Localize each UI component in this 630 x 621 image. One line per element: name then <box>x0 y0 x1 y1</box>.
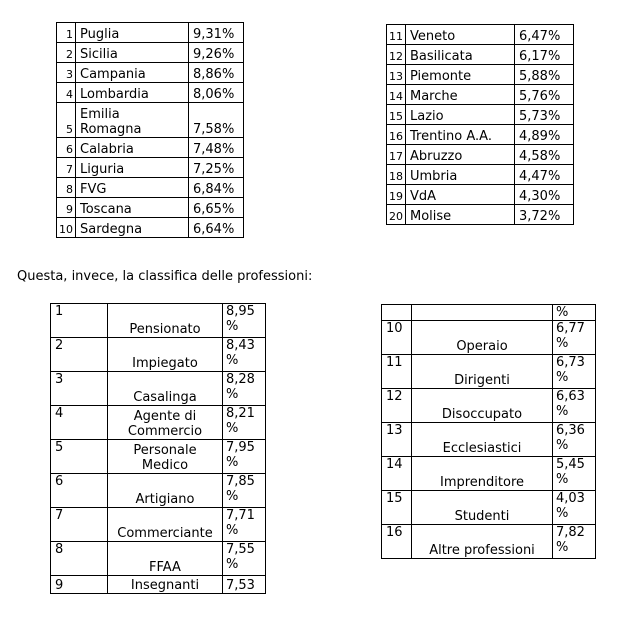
rank-cell: 4 <box>51 406 108 440</box>
table-row <box>382 321 596 355</box>
value-cell <box>223 474 266 508</box>
value-cell <box>223 508 266 542</box>
table-row <box>57 198 244 218</box>
profession-name-line: Agente di <box>133 409 197 424</box>
region-name-cell: Liguria <box>76 158 189 178</box>
value-unit: % <box>226 489 239 504</box>
profession-name-cell: Artigiano <box>108 474 223 508</box>
rank-cell: 19 <box>387 185 406 205</box>
rank-cell: 2 <box>51 338 108 372</box>
region-name-cell: Marche <box>406 85 515 105</box>
profession-name-cell: Casalinga <box>108 372 223 406</box>
rank-cell: 5 <box>57 103 76 138</box>
profession-name-line: Commercio <box>127 424 203 439</box>
profession-name-cell: Ecclesiastici <box>412 423 553 457</box>
region-name-cell: Umbria <box>406 165 515 185</box>
regions-table-left <box>56 22 244 238</box>
region-name-cell: Calabria <box>76 138 189 158</box>
value-cell <box>223 440 266 474</box>
value-unit: % <box>556 370 569 385</box>
table-row <box>51 440 266 474</box>
table-row <box>382 491 596 525</box>
rank-cell: 3 <box>51 372 108 406</box>
professions-table-right <box>381 304 596 559</box>
value-cell <box>553 491 596 525</box>
region-name-line: Emilia <box>80 107 120 122</box>
value-cell <box>553 355 596 389</box>
rank-cell: 15 <box>387 105 406 125</box>
intro-paragraph: Questa, invece, la classifica delle professioni: <box>17 269 313 284</box>
table-row <box>57 63 244 83</box>
percentage-cell: 6,84% <box>189 178 244 198</box>
value-number: 4,03 <box>556 491 585 506</box>
table-row <box>57 158 244 178</box>
rank-cell: 6 <box>51 474 108 508</box>
professions-table-left <box>50 303 266 594</box>
rank-cell: 13 <box>387 65 406 85</box>
rank-cell: 12 <box>382 389 412 423</box>
table-row <box>57 43 244 63</box>
table-row <box>57 23 244 43</box>
percentage-cell: 5,88% <box>515 65 574 85</box>
table-row <box>51 576 266 594</box>
profession-name-cell: Commerciante <box>108 508 223 542</box>
region-name-cell: Lombardia <box>76 83 189 103</box>
table-row <box>57 218 244 238</box>
rank-cell: 18 <box>387 165 406 185</box>
value-cell <box>223 372 266 406</box>
percentage-cell: 5,73% <box>515 105 574 125</box>
percentage-cell: 4,89% <box>515 125 574 145</box>
rank-cell: 6 <box>57 138 76 158</box>
profession-name-cell: Dirigenti <box>412 355 553 389</box>
value-number: 5,45 <box>556 457 585 472</box>
table-row <box>387 85 574 105</box>
rank-cell: 3 <box>57 63 76 83</box>
percentage-cell: 6,47% <box>515 25 574 45</box>
rank-cell: 8 <box>51 542 108 576</box>
region-name-cell: Basilicata <box>406 45 515 65</box>
percentage-cell: 9,26% <box>189 43 244 63</box>
rank-cell: 14 <box>382 457 412 491</box>
table-row <box>387 45 574 65</box>
value-cell <box>223 304 266 338</box>
profession-name-cell: Imprenditore <box>412 457 553 491</box>
value-unit: % <box>556 540 569 555</box>
table-row <box>51 304 266 338</box>
value-number: 6,36 <box>556 423 585 438</box>
table-row <box>382 457 596 491</box>
value-cell <box>553 321 596 355</box>
region-name-cell <box>76 103 189 138</box>
profession-name-cell: FFAA <box>108 542 223 576</box>
value-number: 8,28 <box>226 372 255 387</box>
profession-name-cell: Insegnanti <box>108 576 223 594</box>
table-row <box>382 423 596 457</box>
region-name-cell: Campania <box>76 63 189 83</box>
region-name-cell: Toscana <box>76 198 189 218</box>
table-header-row <box>382 305 596 321</box>
table-row <box>387 145 574 165</box>
value-number: 7,95 <box>226 440 255 455</box>
rank-cell: 17 <box>387 145 406 165</box>
profession-name-cell: Pensionato <box>108 304 223 338</box>
value-unit: % <box>226 455 239 470</box>
table-row <box>57 83 244 103</box>
value-unit: % <box>226 557 239 572</box>
table-row <box>387 205 574 225</box>
header-value-cell: % <box>553 305 596 321</box>
value-unit: % <box>556 472 569 487</box>
rank-cell: 16 <box>382 525 412 559</box>
percentage-cell: 7,58% <box>189 103 244 138</box>
table-row <box>51 338 266 372</box>
table-row <box>387 25 574 45</box>
percentage-cell: 4,58% <box>515 145 574 165</box>
value-cell <box>223 338 266 372</box>
value-cell <box>223 406 266 440</box>
rank-cell: 9 <box>51 576 108 594</box>
table-row <box>387 165 574 185</box>
profession-name-cell: Operaio <box>412 321 553 355</box>
value-number: 8,43 <box>226 338 255 353</box>
percentage-cell: 6,65% <box>189 198 244 218</box>
region-name-cell: Trentino A.A. <box>406 125 515 145</box>
percentage-cell: 6,64% <box>189 218 244 238</box>
value-unit: % <box>226 319 239 334</box>
value-number: 7,85 <box>226 474 255 489</box>
value-unit: % <box>556 336 569 351</box>
rank-cell: 11 <box>382 355 412 389</box>
percentage-cell: 8,86% <box>189 63 244 83</box>
value-number: 6,77 <box>556 321 585 336</box>
table-row <box>382 355 596 389</box>
table-row <box>382 525 596 559</box>
percentage-cell: 8,06% <box>189 83 244 103</box>
value-unit: % <box>226 421 239 436</box>
value-number: 7,55 <box>226 542 255 557</box>
rank-cell: 15 <box>382 491 412 525</box>
region-name-cell: Sardegna <box>76 218 189 238</box>
value-cell <box>553 525 596 559</box>
value-unit: % <box>226 523 239 538</box>
rank-cell: 9 <box>57 198 76 218</box>
header-rank-cell <box>382 305 412 321</box>
value-unit: % <box>226 387 239 402</box>
table-row <box>382 389 596 423</box>
table-row <box>57 138 244 158</box>
percentage-cell: 5,76% <box>515 85 574 105</box>
region-name-cell: Molise <box>406 205 515 225</box>
percentage-cell: 9,31% <box>189 23 244 43</box>
table-row <box>387 105 574 125</box>
percentage-cell: 4,47% <box>515 165 574 185</box>
region-name-cell: Abruzzo <box>406 145 515 165</box>
table-row <box>387 125 574 145</box>
profession-name-cell: Disoccupato <box>412 389 553 423</box>
rank-cell: 10 <box>57 218 76 238</box>
rank-cell: 11 <box>387 25 406 45</box>
region-name-line: Romagna <box>80 122 142 137</box>
percentage-cell: 7,25% <box>189 158 244 178</box>
table-row <box>387 65 574 85</box>
value-cell <box>223 542 266 576</box>
rank-cell: 14 <box>387 85 406 105</box>
value-number: 7,82 <box>556 525 585 540</box>
region-name-cell: Puglia <box>76 23 189 43</box>
rank-cell: 8 <box>57 178 76 198</box>
value-cell <box>553 423 596 457</box>
value-cell <box>553 389 596 423</box>
rank-cell: 10 <box>382 321 412 355</box>
profession-name-cell: Personale Medico <box>108 440 223 474</box>
rank-cell: 13 <box>382 423 412 457</box>
table-row <box>57 178 244 198</box>
value-unit: % <box>556 438 569 453</box>
percentage-cell: 6,17% <box>515 45 574 65</box>
profession-name-cell: Altre professioni <box>412 525 553 559</box>
table-row <box>51 406 266 440</box>
regions-table-right <box>386 24 574 225</box>
value-number: 7,71 <box>226 508 255 523</box>
value-cell: 7,53 <box>223 576 266 594</box>
rank-cell: 1 <box>57 23 76 43</box>
value-unit: % <box>556 506 569 521</box>
rank-cell: 5 <box>51 440 108 474</box>
profession-name-cell: Impiegato <box>108 338 223 372</box>
region-name-cell: VdA <box>406 185 515 205</box>
region-name-cell: FVG <box>76 178 189 198</box>
table-row <box>51 542 266 576</box>
profession-name-cell: Studenti <box>412 491 553 525</box>
region-name-cell: Sicilia <box>76 43 189 63</box>
rank-cell: 2 <box>57 43 76 63</box>
region-name-cell: Veneto <box>406 25 515 45</box>
rank-cell: 7 <box>57 158 76 178</box>
value-number: 6,73 <box>556 355 585 370</box>
table-row <box>51 372 266 406</box>
table-row <box>51 474 266 508</box>
region-name-cell: Lazio <box>406 105 515 125</box>
percentage-cell: 4,30% <box>515 185 574 205</box>
table-row <box>57 103 244 138</box>
percentage-cell: 7,48% <box>189 138 244 158</box>
rank-cell: 16 <box>387 125 406 145</box>
rank-cell: 1 <box>51 304 108 338</box>
value-number: 8,95 <box>226 304 255 319</box>
rank-cell: 7 <box>51 508 108 542</box>
rank-cell: 20 <box>387 205 406 225</box>
rank-cell: 12 <box>387 45 406 65</box>
rank-cell: 4 <box>57 83 76 103</box>
value-number: 6,63 <box>556 389 585 404</box>
profession-name-cell <box>108 406 223 440</box>
value-unit: % <box>226 353 239 368</box>
region-name-cell: Piemonte <box>406 65 515 85</box>
value-unit: % <box>556 404 569 419</box>
value-cell <box>553 457 596 491</box>
value-number: 8,21 <box>226 406 255 421</box>
table-row <box>387 185 574 205</box>
table-row <box>51 508 266 542</box>
header-name-cell <box>412 305 553 321</box>
percentage-cell: 3,72% <box>515 205 574 225</box>
